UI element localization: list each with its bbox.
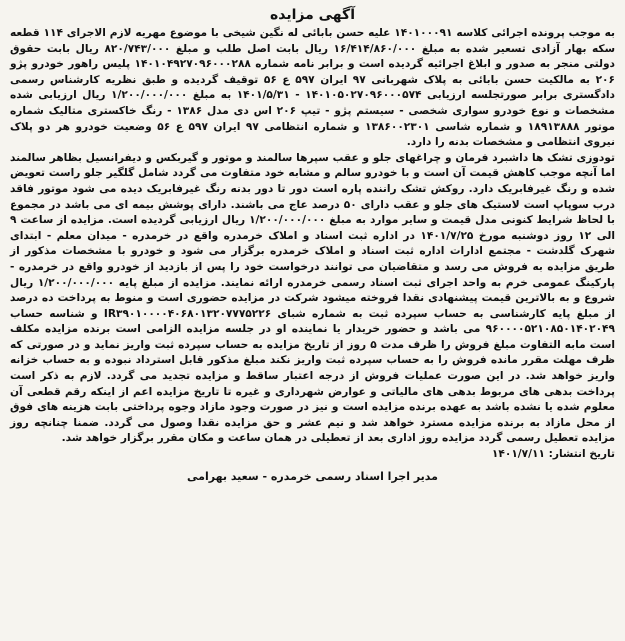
signature-line: مدیر اجرا اسناد رسمی خرمدره - سعید بهرامی [187,469,438,483]
publication-date: تاریخ انتشار: ۱۴۰۱/۷/۱۱ [491,448,615,461]
notice-body [10,26,615,447]
notice-paragraph-2: تودوزی تشک ها داشبرد فرمان و چراغهای جلو و عقب سپرها سالمند و موتور و گیربکس و دیفرانسیل بظاهر سالمند اما آنچه موجب کاهش قیمت آن است و با خودرو سالم و مشابه خود متفاوت می گردد شامل گلگیر جلو راست تعویض شده و رنگ غیرفابریک دارد. روکش تشک راننده پاره است دور تا دور بدنه رنگ غیرفابریک دیده می شود موتور فاقد درب سوپاپ است لاستیک های جلو و عقب دارای ۵۰ درصد عاج می باشند. دارای پوشش بیمه ای می باشد در مجموع با لحاظ شرایط کنونی مدل قیمت و سایر موارد به مبلغ ۱/۲۰۰/۰۰۰/۰۰۰ ریال ارزیابی گردیده است. مزایده از ساعت ۹ الی ۱۲ روز دوشنبه مورخ ۱۴۰۱/۷/۲۵ در اداره ثبت اسناد و املاک خرمدره واقع در خرمدره - میدان معلم - ابتدای شهرک گلدشت - مجتمع ادارات اداره ثبت اسناد و املاک خرمدره برگزار می شود و خودرو با مشخصات مذکور از طریق مزایده به فروش می رسد و متقاضیان می توانند درخواست خود را پس از بازدید از خودرو واقع در خرمدره - پارکینگ عمومی خرم به واحد اجرای ثبت اسناد رسمی خرمدره ارائه نمایند. مزایده از مبلغ پایه ۱/۲۰۰/۰۰۰/۰۰۰ ریال شروع و به بالاترین قیمت پیشنهادی نقدا فروخته میشود شرکت در مزایده حضوری است و منوط به پرداخت ده درصد از مبلغ پایه کارشناسی به حساب سپرده ثبت به شماره شبای IR۳۹۰۱۰۰۰۰۴۰۶۸۰۱۳۲۰۷۷۷۵۲۲۶ و شناسه حساب ۹۶۰۰۰۰۵۲۱۰۸۵۰۱۴۰۲۰۴۹ می باشد و حضور خریدار یا نماینده او در جلسه مزایده الزامی است برنده مزایده مکلف است مابه التفاوت مبلغ فروش را ظرف مدت ۵ روز از تاریخ مزایده به حساب سپرده ثبت واریز نماید و در صورتی که ظرف مهلت مقرر مانده فروش را به حساب سپرده ثبت واریز نکند مبلغ مذکور قابل استرداد نبوده و به حساب خزانه واریز خواهد شد. در این صورت عملیات فروش از درجه اعتبار ساقط و مزایده تجدید می گردد. لازم به ذکر است پرداخت بدهی های مربوط بدهی های مالیاتی و عوارض شهرداری و غیره تا تاریخ مزایده اعم از اینکه رقم قطعی آن معلوم شده یا نشده باشد به عهده برنده مزایده است و نیز در صورت وجود مازاد وجوه پرداختی بابت هزینه های فوق از محل مازاد به برنده مزایده مسترد خواهد شد و نیم عشر و حق مزایده نقدا وصول می گردد. ضمنا چنانچه روز مزایده تعطیل رسمی گردد مزایده روز اداری بعد از تعطیلی در همان ساعت و مکان مقرر برگزار خواهد شد. [10,151,616,445]
notice-paragraph-1: به موجب پرونده اجرائی کلاسه ۱۴۰۱۰۰۰۹۱ علیه حسن بابائی له نگین شیخی با موضوع مهریه لازم الاجرای ۱۱۴ قطعه سکه بهار آزادی تسعیر شده به مبلغ ۱۶/۴۱۴/۸۶۰/۰۰۰ ریال بابت اصل طلب و مبلغ ۸۲۰/۷۴۳/۰۰۰ ریال بابت حقوق دولتی منجر به صدور و ابلاغ اجرائیه گردیده است و برابر نامه شماره ۱۴۰۱۰۴۹۲۷۰۹۶۰۰۰۲۸۸ پلیس راهور خودرو پژو ۲۰۶ به مالکیت حسن بابائی به پلاک شهربانی ۹۷ ایران ۵۹۷ ع ۵۶ توقیف گردیده و طبق نظریه کارشناس رسمی دادگستری برابر صورتجلسه ارزیابی ۱۴۰۱۰۵۰۲۷۰۹۶۰۰۰۵۷۴ - ۱۴۰۱/۵/۳۱ به مبلغ ۱/۲۰۰/۰۰۰/۰۰۰ ریال ارزیابی شده مشخصات و نوع خودرو سواری شخصی - سیستم پژو - تیپ ۲۰۶ اس دی مدل ۱۳۸۶ - رنگ خاکستری متالیک شماره موتور ۱۸۹۱۳۸۸۸ و شماره شاسی ۱۳۸۶۰۰۲۳۰۱ و شماره انتظامی ۹۷ ایران ۵۹۷ ع ۵۶ وضعیت خودرو هر دو پلاک نیروی انتظامی و مشخصات بدنه را دارد. [10,27,615,149]
notice-title: آگهی مزایده [269,7,355,23]
